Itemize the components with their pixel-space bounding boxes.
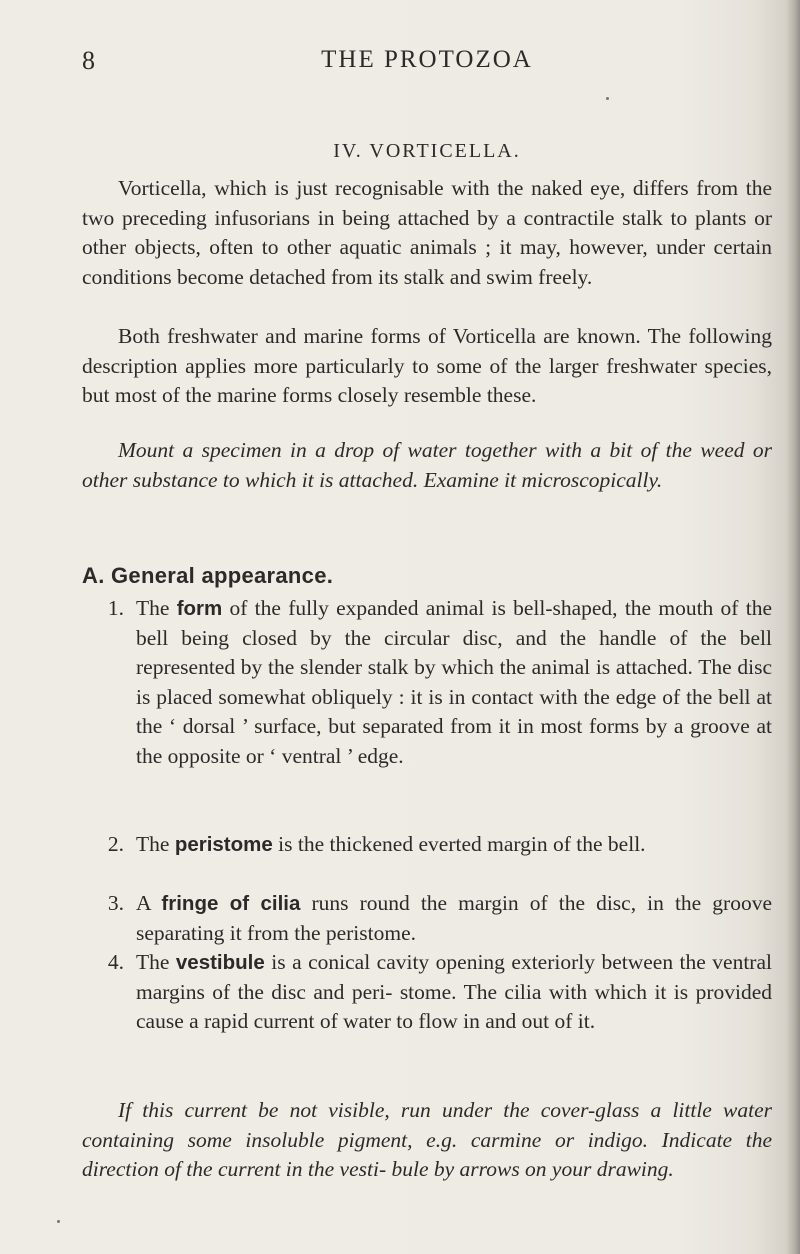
item-number: 4. xyxy=(107,950,124,974)
item-text: The peristome is the thickened everted margin of the bell. xyxy=(136,832,646,856)
item-number: 2. xyxy=(107,832,124,856)
item-text: The vestibule is a conical cavity opening exteriorly between the ventral margins of the disc and peri- stome. The cilia with which it is provided cause a rapid current of water to flow in and out of it. xyxy=(136,950,772,1034)
item-text: The form of the fully expanded animal is bell-shaped, the mouth of the bell being closed by the circular disc, and the handle of the bell represented by the slender stalk by which the animal is attached. The disc is placed somewhat obliquely : it is in contact with the edge of the bell at the ‘ dorsal ’ surface, but separated from it in most forms by a groove at the opposite or ‘ ventral ’ edge. xyxy=(136,596,772,768)
pigment-instruction: If this current be not visible, run under the cover-glass a little water containing some insoluble pigment, e.g. carmine or indigo. Indicate the direction of the current in the vesti- bule by arrows on your drawing. xyxy=(82,1098,772,1182)
item-keyword: vestibule xyxy=(175,951,265,974)
list-item xyxy=(82,594,772,772)
item-keyword: fringe of cilia xyxy=(161,892,301,915)
paper-speck xyxy=(57,1220,60,1223)
forms-paragraph: Both freshwater and marine forms of Vorticella are known. The following description applies more particularly to some of the larger freshwater species, but most of the marine forms closely resemble these. xyxy=(82,324,772,408)
item-keyword: form xyxy=(176,597,223,620)
item-keyword: peristome xyxy=(174,833,273,856)
item-number: 1. xyxy=(107,596,124,620)
list-item xyxy=(82,889,772,948)
intro-paragraph: Vorticella, which is just recognisable with the naked eye, differs from the two preceding infusorians in being attached by a contractile stalk to plants or other objects, often to other aquatic animals ; it may, however, under certain conditions become detached from its stalk and swim freely. xyxy=(82,176,772,289)
list-item xyxy=(82,830,772,860)
mounting-instruction: Mount a specimen in a drop of water together with a bit of the weed or other substance to which it is attached. Examine it microscopically. xyxy=(82,438,772,492)
running-head: THE PROTOZOA xyxy=(321,46,533,73)
item-text: A fringe of cilia runs round the margin of the disc, in the groove separating it from the peristome. xyxy=(136,891,773,945)
section-heading-general-appearance: A. General appearance. xyxy=(82,563,334,588)
page-number: 8 xyxy=(82,46,96,75)
paper-speck xyxy=(606,97,609,100)
section-title: IV. VORTICELLA. xyxy=(333,140,521,162)
item-number: 3. xyxy=(107,891,124,915)
list-item xyxy=(82,948,772,1037)
page-header xyxy=(82,46,772,86)
page-edge-shadow xyxy=(786,0,800,1254)
